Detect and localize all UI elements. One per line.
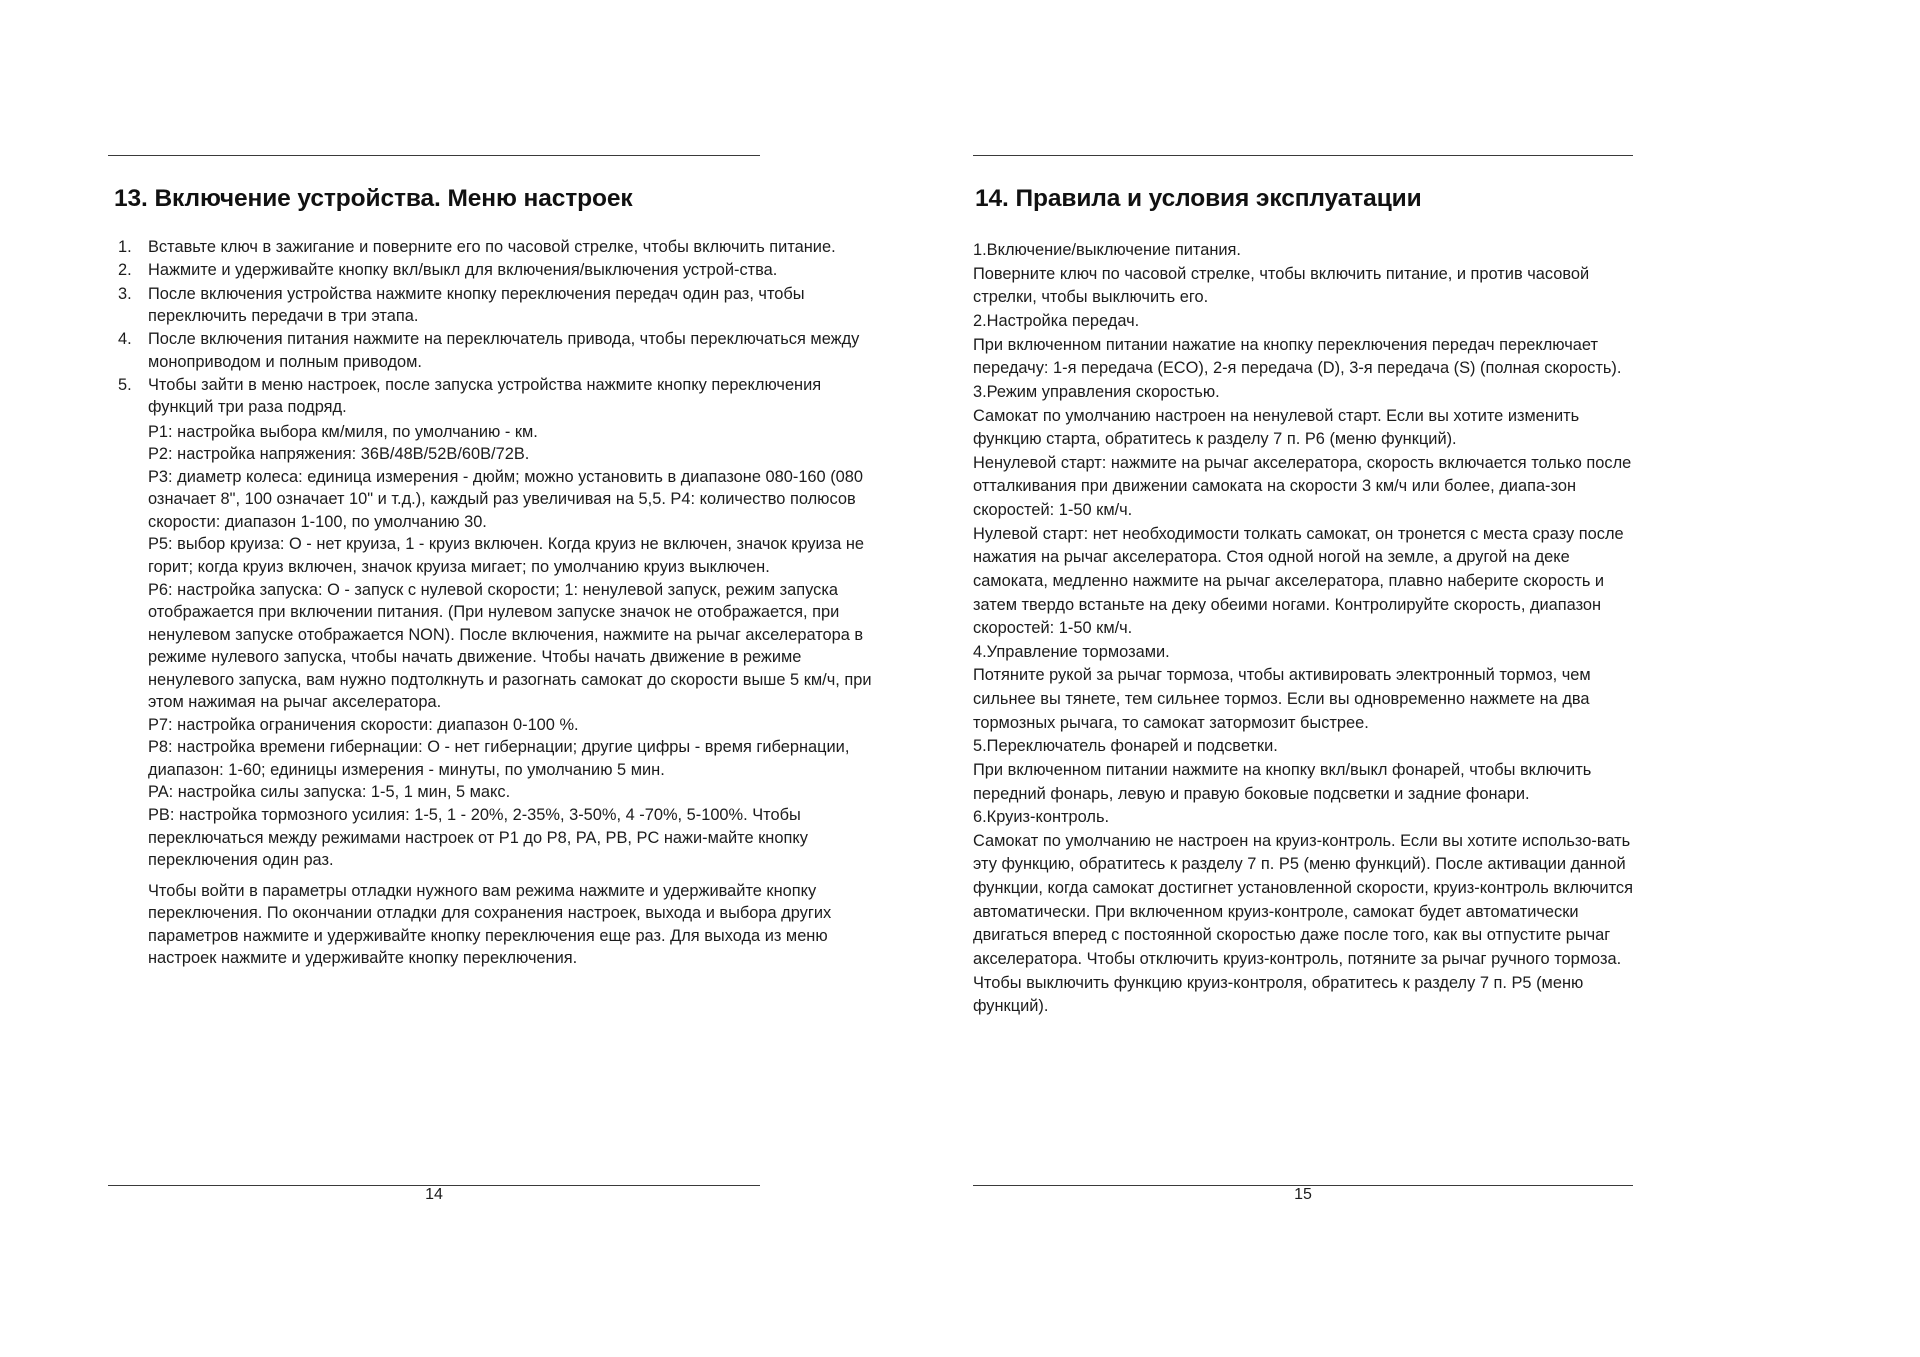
- rule-line-7: Ненулевой старт: нажмите на рычаг акселератора, скорость включается только после отталкивания при движении самоката на скорости 3 км/ч или более, диапа-зон скоростей: 1-50 км/ч.: [973, 453, 1636, 520]
- list-item: [108, 236, 878, 258]
- left-page-column: [108, 155, 878, 1357]
- left-header-rule: [108, 155, 760, 156]
- operating-rules-body: [973, 239, 1638, 1019]
- list-item-number: 1.: [118, 238, 132, 257]
- list-item: [108, 374, 878, 970]
- left-page-footer: [108, 1185, 760, 1210]
- list-item-text: Чтобы зайти в меню настроек, после запуска устройства нажмите кнопку переключения функций три раза подряд.: [148, 376, 822, 417]
- right-page-column: [973, 155, 1638, 1357]
- rule-line-9: 4.Управление тормозами.: [973, 642, 1170, 661]
- rule-line-1: 1.Включение/выключение питания.: [973, 241, 1241, 260]
- list-item-text: Вставьте ключ в зажигание и поверните его по часовой стрелке, чтобы включить питание.: [148, 238, 836, 257]
- list-item-number: 5.: [118, 376, 132, 395]
- parameter-p8: P8: настройка времени гибернации: О - нет гибернации; другие цифры - время гибернации, диапазон: 1-60; единицы измерения - минуты, по умолчанию 5 мин.: [148, 738, 850, 779]
- rule-line-6: Самокат по умолчанию настроен на ненулевой старт. Если вы хотите изменить функцию старта, обратитесь к разделу 7 п. P6 (меню функций).: [973, 406, 1584, 449]
- list-item-number: 4.: [118, 330, 132, 349]
- rule-line-10: Потяните рукой за рычаг тормоза, чтобы активировать электронный тормоз, чем сильнее вы тянете, тем сильнее тормоз. Если вы одновременно нажмете на два тормозных рычага, то самокат затормозит быстрее.: [973, 666, 1596, 732]
- parameter-p5: P5: выбор круиза: О - нет круиза, 1 - круиз включен. Когда круиз не включен, значок круиза не горит; когда круиз включен, значок круиза мигает; по умолчанию круиз выключен.: [148, 535, 865, 576]
- list-item-number: 3.: [118, 284, 132, 303]
- left-page-title: 13. Включение устройства. Меню настроек: [114, 185, 633, 212]
- right-page-title: 14. Правила и условия эксплуатации: [975, 185, 1422, 212]
- rule-line-5: 3.Режим управления скоростью.: [973, 382, 1220, 401]
- list-item-text: После включения устройства нажмите кнопку переключения передач один раз, чтобы переключить передачи в три этапа.: [148, 284, 805, 326]
- parameter-p2: P2: настройка напряжения: 36В/48В/52В/60В/72В.: [148, 445, 530, 464]
- right-page-footer: [973, 1185, 1633, 1210]
- closing-paragraph: Чтобы войти в параметры отладки нужного вам режима нажмите и удерживайте кнопку переключения. По окончании отладки для сохранения настроек, выхода и выбора других параметров нажмите и удерживайте кнопку переключения еще раз. Для выхода из меню настроек нажмите и удерживайте кнопку переключения.: [148, 881, 832, 968]
- list-item: [108, 259, 878, 281]
- right-header-rule: [973, 155, 1633, 156]
- parameter-descriptions: [148, 421, 878, 970]
- parameter-p1: P1: настройка выбора км/миля, по умолчанию - км.: [148, 422, 538, 441]
- rule-line-12: При включенном питании нажмите на кнопку вкл/выкл фонарей, чтобы включить передний фонарь, левую и правую боковые подсветки и задние фонари.: [973, 760, 1596, 803]
- right-page-number: 15: [1294, 1186, 1312, 1203]
- list-item-text: Нажмите и удерживайте кнопку вкл/выкл для включения/выключения устрой-ства.: [148, 261, 778, 280]
- rule-line-13: 6.Круиз-контроль.: [973, 808, 1110, 827]
- rule-line-14: Самокат по умолчанию не настроен на круиз-контроль. Если вы хотите использо-вать эту функцию, обратитесь к разделу 7 п. P5 (меню функций). После активации данной функции, когда самокат достигнет установленной скорости, круиз-контроль включится автоматически. При включенном круиз-контроле, самокат будет автоматически двигаться вперед с постоянной скоростью даже после того, как вы отпустите рычаг акселератора. Чтобы отключить круиз-контроль, потяните за рычаг ручного тормоза. Чтобы выключить функцию круиз-контроля, обратитесь к разделу 7 п. P5 (меню функций).: [973, 831, 1638, 1016]
- list-item-number: 2.: [118, 261, 132, 280]
- parameter-pb: PB: настройка тормозного усилия: 1-5, 1 - 20%, 2-35%, 3-50%, 4 -70%, 5-100%. Чтобы переключаться между режимами настроек от P1 до P8, PA, PB, PC нажи-майте кнопку переключения один раз.: [148, 805, 808, 870]
- parameter-p6: P6: настройка запуска: О - запуск с нулевой скорости; 1: ненулевой запуск, режим запуска отображается при включении питания. (При нулевом запуске значок не отображается, при ненулевом запуске отображается NON). После включения, нажмите на рычаг акселератора в режиме нулевого запуска, чтобы начать движение. Чтобы начать движение в режиме ненулевого запуска, вам нужно подтолкнуть и разогнать самокат до скорости выше 5 км/ч, при этом нажимая на рычаг акселератора.: [148, 580, 872, 712]
- left-page-number: 14: [425, 1186, 443, 1203]
- rule-line-8: Нулевой старт: нет необходимости толкать самокат, он тронется с места сразу после нажатия на рычаг акселератора. Стоя одной ногой на земле, а другой на деке самоката, медленно нажмите на рычаг акселератора, плавно наберите скорость и затем твердо встаньте на деку обеими ногами. Контролируйте скорость, диапазон скоростей: 1-50 км/ч.: [973, 524, 1629, 638]
- parameter-p7: P7: настройка ограничения скорости: диапазон 0-100 %.: [148, 715, 579, 734]
- rule-line-2: Поверните ключ по часовой стрелке, чтобы включить питание, и против часовой стрелки, чтобы выключить его.: [973, 264, 1594, 307]
- rule-line-4: При включенном питании нажатие на кнопку переключения передач переключает передачу: 1-я передача (ECO), 2-я передача (D), 3-я передача (S) (полная скорость).: [973, 335, 1622, 378]
- rule-line-3: 2.Настройка передач.: [973, 312, 1140, 331]
- parameter-pa: PA: настройка силы запуска: 1-5, 1 мин, 5 макс.: [148, 783, 511, 802]
- setup-steps-list: [108, 236, 878, 970]
- rule-line-11: 5.Переключатель фонарей и подсветки.: [973, 737, 1278, 756]
- list-item: [108, 328, 878, 373]
- parameter-p3-p4: P3: диаметр колеса: единица измерения - дюйм; можно установить в диапазоне 080-160 (080 означает 8", 100 означает 10" и т.д.), каждый раз увеличивая на 5,5. P4: количество полюсов скорости: диапазон 1-100, по умолчанию 30.: [148, 467, 864, 531]
- list-item-text: После включения питания нажмите на переключатель привода, чтобы переключаться между моноприводом и полным приводом.: [148, 330, 860, 371]
- list-item: [108, 283, 878, 328]
